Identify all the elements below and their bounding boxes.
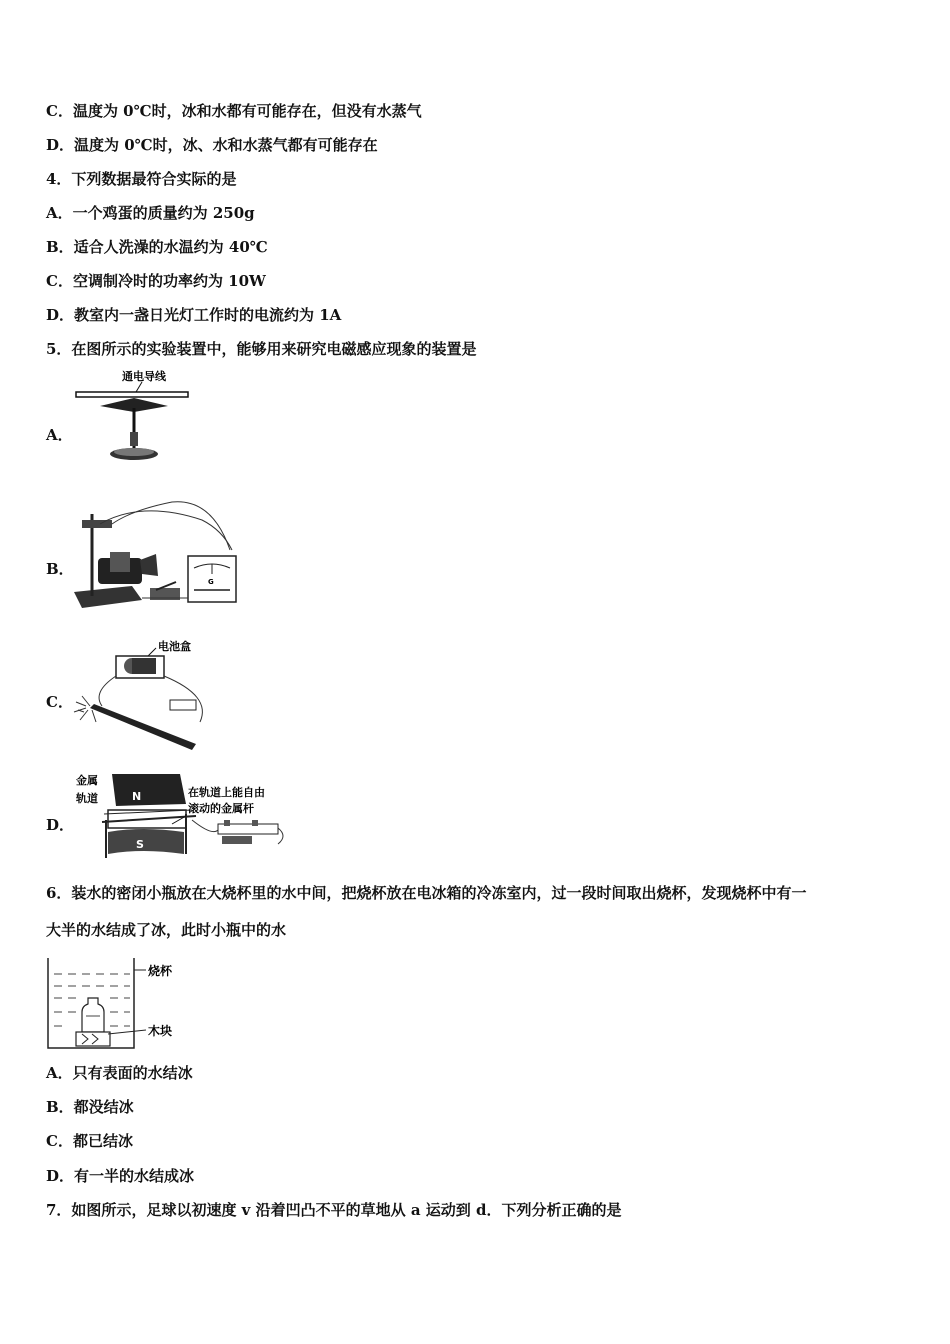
q6-option-d: D．有一半的水结成冰 bbox=[46, 1167, 195, 1185]
q5-figure-b bbox=[72, 500, 242, 612]
q6-stem-line-1: 6．装水的密闭小瓶放在大烧杯里的水中间，把烧杯放在电冰箱的冷冻室内，过一段时间取出烧杯，发现烧杯中有一 bbox=[46, 884, 807, 902]
q5-option-b-label: B． bbox=[46, 560, 74, 578]
magnet-north: N bbox=[132, 790, 142, 803]
q3-option-c: C．温度为 0℃时，冰和水都有可能存在，但没有水蒸气 bbox=[46, 102, 422, 120]
q6-beaker-label: 烧杯 bbox=[148, 964, 173, 978]
q5-option-a-label: A． bbox=[46, 426, 73, 444]
q5-stem: 5．在图所示的实验装置中，能够用来研究电磁感应现象的装置是 bbox=[46, 340, 477, 358]
figure-c-battery-label: 电池盒 bbox=[158, 640, 191, 653]
figure-d-track-label: 轨道 bbox=[76, 792, 98, 805]
q4-option-c: C．空调制冷时的功率约为 10W bbox=[46, 272, 266, 290]
q6-stem-line-2: 大半的水结成了冰，此时小瓶中的水 bbox=[46, 921, 287, 939]
figure-d-metal-label: 金属 bbox=[76, 774, 98, 787]
q6-option-a: A．只有表面的水结冰 bbox=[46, 1064, 193, 1082]
q4-stem: 4．下列数据最符合实际的是 bbox=[46, 170, 237, 188]
q4-option-d: D．教室内一盏日光灯工作时的电流约为 1A bbox=[46, 306, 342, 324]
q5-option-c-label: C． bbox=[46, 693, 73, 711]
magnet-south: S bbox=[136, 838, 144, 851]
q7-stem: 7．如图所示，足球以初速度 v 沿着凹凸不平的草地从 a 运动到 d．下列分析正确的是 bbox=[46, 1201, 622, 1219]
q3-option-d: D．温度为 0℃时，冰、水和水蒸气都有可能存在 bbox=[46, 136, 378, 154]
q5-figure-a bbox=[72, 368, 192, 470]
figure-a-wire-label: 通电导线 bbox=[122, 370, 166, 383]
figure-d-rod-label-1: 在轨道上能自由 bbox=[188, 786, 265, 799]
q6-block-label: 木块 bbox=[148, 1024, 173, 1038]
q4-option-a: A．一个鸡蛋的质量约为 250g bbox=[46, 204, 255, 222]
q6-option-b: B．都没结冰 bbox=[46, 1098, 134, 1116]
q6-figure bbox=[46, 956, 196, 1052]
q5-option-d-label: D． bbox=[46, 816, 75, 834]
q6-option-c: C．都已结冰 bbox=[46, 1132, 133, 1150]
galvanometer-g: G bbox=[208, 578, 214, 586]
q5-figure-d bbox=[72, 770, 292, 862]
figure-d-rod-label-2: 滚动的金属杆 bbox=[188, 802, 254, 815]
q5-figure-c bbox=[72, 636, 212, 752]
q4-option-b: B．适合人洗澡的水温约为 40℃ bbox=[46, 238, 268, 256]
